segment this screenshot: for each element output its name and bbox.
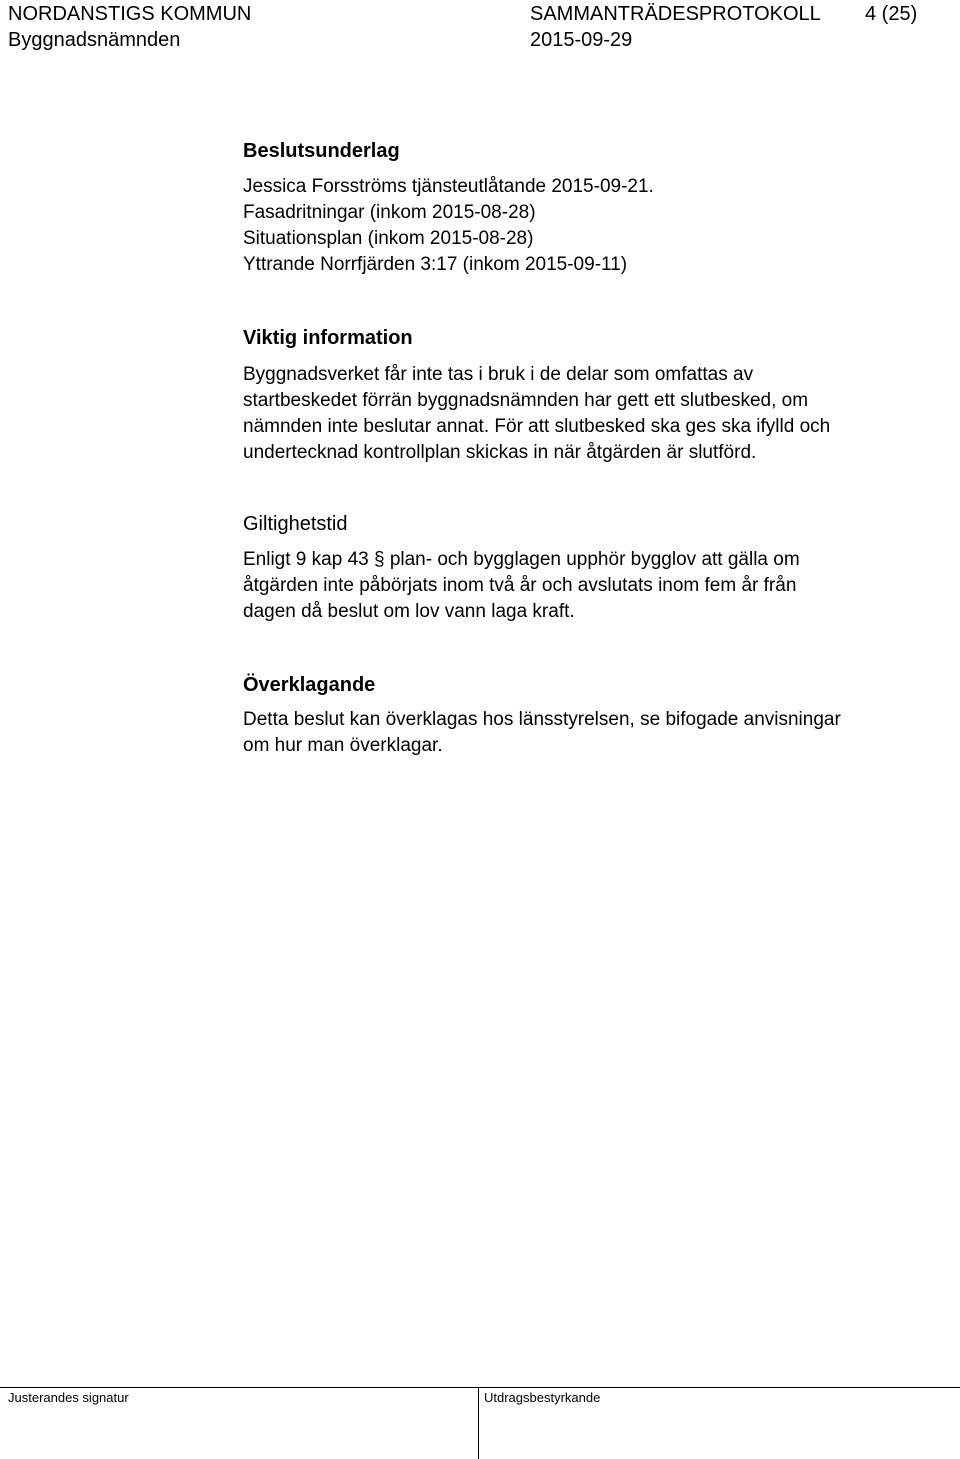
viktig-line: startbeskedet förrän byggnadsnämnden har gett ett slutbesked, om — [243, 390, 809, 411]
underlag-line: Fasadritningar (inkom 2015-08-28) — [243, 202, 536, 223]
heading-viktig-information: Viktig information — [243, 327, 413, 349]
giltighet-line: Enligt 9 kap 43 § plan- och bygglagen upphör bygglov att gälla om — [243, 549, 800, 570]
underlag-line: Yttrande Norrfjärden 3:17 (inkom 2015-09-11) — [243, 254, 628, 275]
committee-name: Byggnadsnämnden — [8, 29, 181, 51]
meeting-date: 2015-09-29 — [530, 29, 633, 51]
footer-certification-label: Utdragsbestyrkande — [484, 1390, 601, 1405]
viktig-line: Byggnadsverket får inte tas i bruk i de delar som omfattas av — [243, 364, 754, 385]
giltighet-line: åtgärden inte påbörjats inom två år och avslutats inom fem år från — [243, 575, 797, 596]
footer-signature-label: Justerandes signatur — [8, 1390, 129, 1405]
viktig-line: nämnden inte beslutar annat. För att slutbesked ska ges ska ifylld och — [243, 416, 831, 437]
giltighet-line: dagen då beslut om lov vann laga kraft. — [243, 601, 575, 622]
heading-giltighetstid: Giltighetstid — [243, 513, 348, 535]
viktig-line: undertecknad kontrollplan skickas in när åtgärden är slutförd. — [243, 442, 757, 463]
page-number: 4 (25) — [865, 3, 918, 25]
heading-beslutsunderlag: Beslutsunderlag — [243, 140, 400, 162]
org-name: NORDANSTIGS KOMMUN — [8, 3, 252, 25]
underlag-line: Jessica Forsströms tjänsteutlåtande 2015-09-21. — [243, 176, 654, 197]
doc-type: SAMMANTRÄDESPROTOKOLL — [530, 3, 821, 25]
footer-divider — [0, 1387, 960, 1388]
overklagande-line: om hur man överklagar. — [243, 735, 443, 756]
overklagande-line: Detta beslut kan överklagas hos länsstyrelsen, se bifogade anvisningar — [243, 709, 841, 730]
footer-column-divider — [478, 1387, 479, 1459]
heading-overklagande: Överklagande — [243, 674, 376, 696]
underlag-line: Situationsplan (inkom 2015-08-28) — [243, 228, 534, 249]
